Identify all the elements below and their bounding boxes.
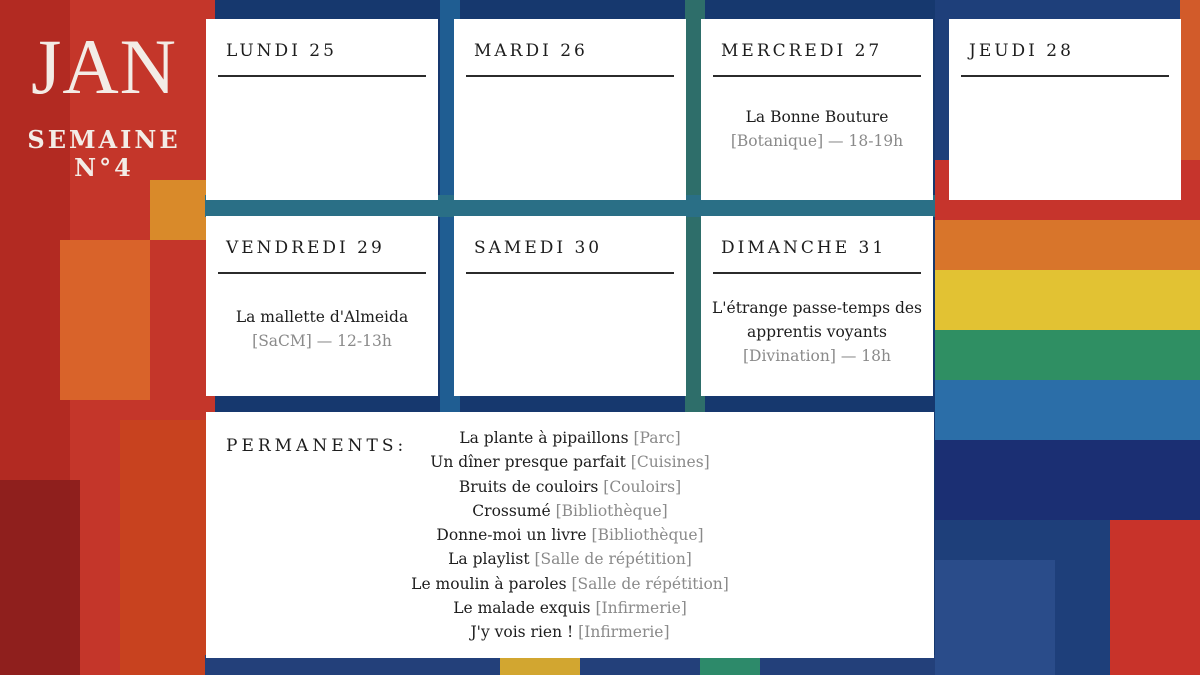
day-card-dimanche — [701, 216, 933, 396]
day-card-mardi — [454, 19, 686, 200]
day-label: JEUDI 28 — [969, 41, 1074, 61]
event-title-line2: apprentis voyants — [747, 323, 887, 341]
day-card-vendredi — [206, 216, 438, 396]
day-label: SAMEDI 30 — [474, 238, 603, 258]
day-label: MERCREDI 27 — [721, 41, 883, 61]
event-title-line1: L'étrange passe-temps des — [711, 299, 923, 317]
day-card-jeudi — [949, 19, 1181, 200]
day-card-samedi — [454, 216, 686, 396]
permanent-item: Le moulin à paroles [Salle de répétition] — [411, 574, 729, 593]
event-title: La Bonne Bouture — [745, 108, 889, 126]
day-divider — [713, 75, 921, 77]
day-label: MARDI 26 — [474, 41, 588, 61]
day-label: DIMANCHE 31 — [721, 238, 887, 258]
permanent-item: La playlist [Salle de répétition] — [448, 550, 692, 569]
permanent-item: La plante à pipaillons [Parc] — [459, 429, 681, 447]
event-title: La mallette d'Almeida — [235, 308, 409, 326]
permanents-label: PERMANENTS: — [226, 436, 408, 456]
event-detail: [Divination] — 18h — [743, 347, 891, 365]
day-divider — [961, 75, 1169, 77]
day-divider — [713, 272, 921, 274]
day-card-lundi — [206, 19, 438, 200]
month-label: JAN — [30, 23, 177, 110]
event-detail: [Botanique] — 18-19h — [730, 132, 904, 150]
permanent-item: Donne-moi un livre [Bibliothèque] — [436, 526, 704, 545]
week-label-line1: SEMAINE — [27, 125, 181, 154]
week-label-line2: N°4 — [74, 153, 134, 182]
day-label: VENDREDI 29 — [226, 238, 385, 258]
permanent-item: J'y vois rien ! [Infirmerie] — [470, 623, 670, 642]
permanent-item: Un dîner presque parfait [Cuisines] — [430, 453, 710, 472]
day-card-mercredi — [701, 19, 933, 200]
permanent-item: Bruits de couloirs [Couloirs] — [458, 477, 682, 496]
permanent-item: Crossumé [Bibliothèque] — [472, 501, 668, 520]
permanents-list — [237, 426, 903, 645]
day-divider — [466, 75, 674, 77]
day-divider — [218, 272, 426, 274]
event-detail: [SaCM] — 12-13h — [252, 332, 392, 350]
week-title — [14, 22, 194, 182]
day-divider — [466, 272, 674, 274]
day-label: LUNDI 25 — [226, 41, 337, 61]
day-divider — [218, 75, 426, 77]
permanent-item: Le malade exquis [Infirmerie] — [453, 599, 687, 618]
permanents-card — [206, 412, 934, 658]
